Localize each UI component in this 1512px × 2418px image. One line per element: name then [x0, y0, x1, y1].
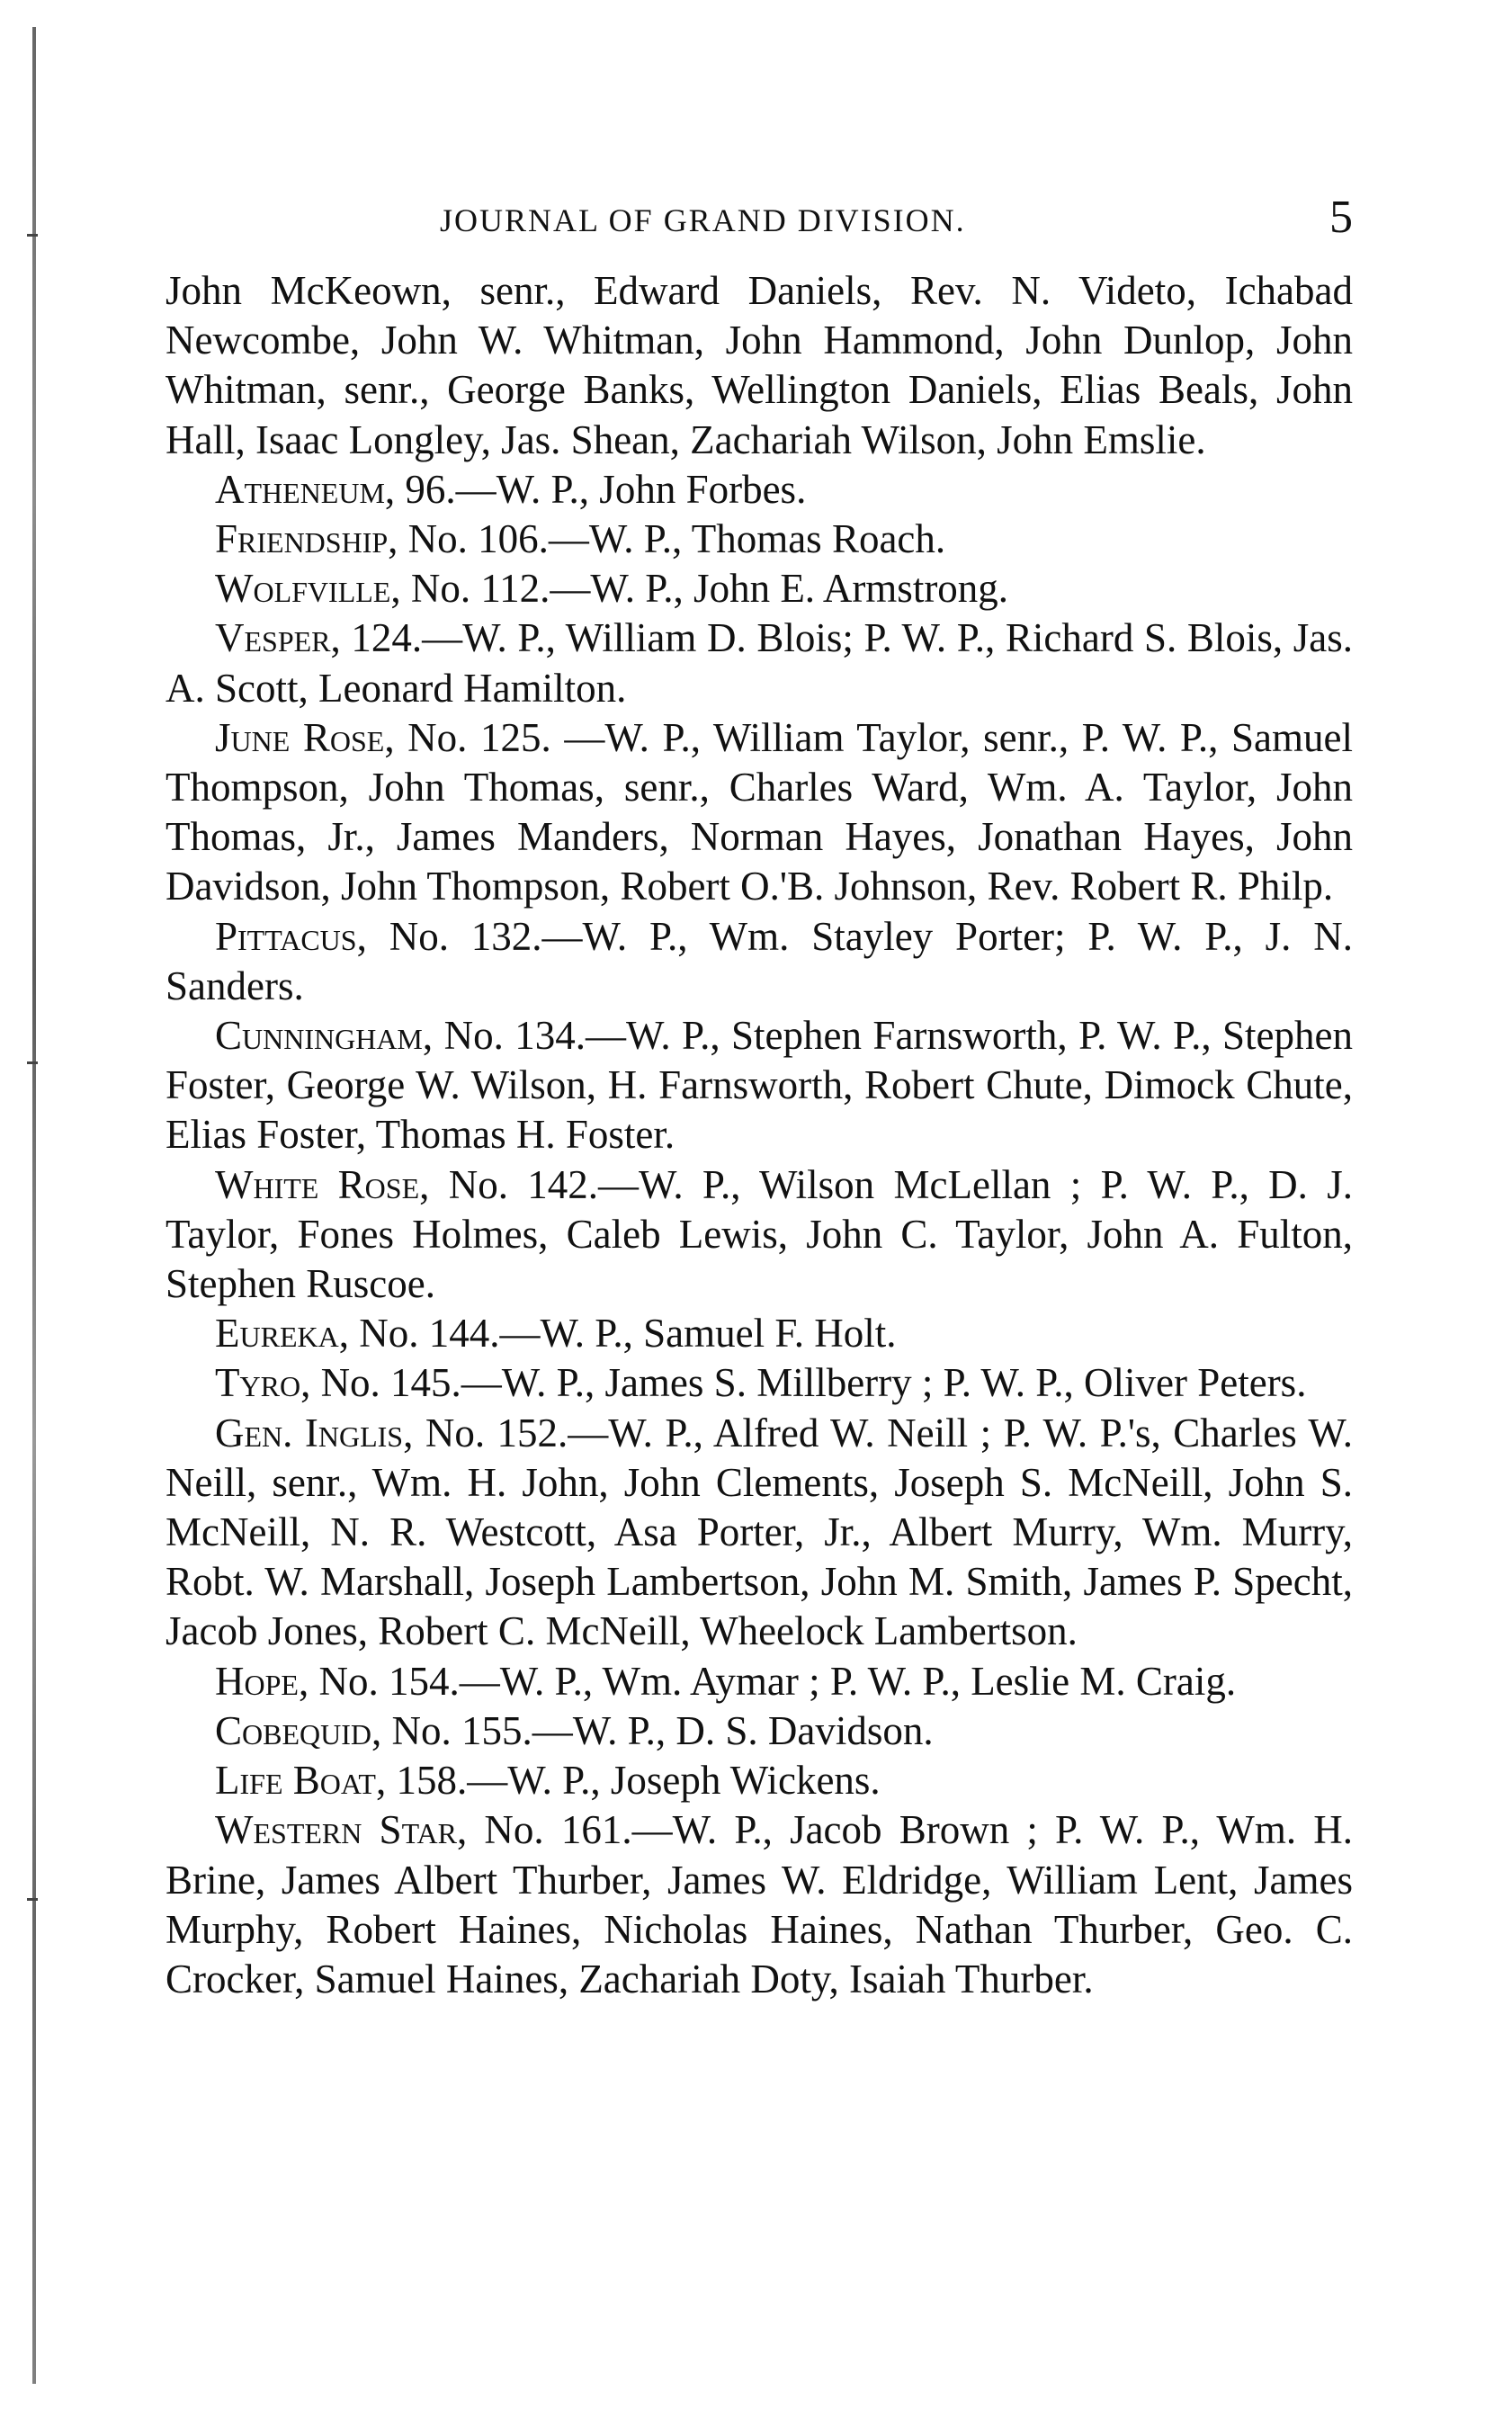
division-name: Atheneum: [215, 466, 385, 512]
list-item: [166, 1309, 1353, 1358]
entry-text: , No. 112.—W. P., John E. Armstrong.: [390, 566, 1009, 612]
division-name: Wolfville: [215, 566, 391, 612]
document-page: [166, 189, 1353, 2004]
binding-mark: [27, 1898, 38, 1901]
list-item: [166, 1409, 1353, 1657]
page-title: JOURNAL OF GRAND DIVISION.: [440, 202, 966, 238]
entry-text: , No. 145.—W. P., James S. Millberry ; P. W. P., Oliver Peters.: [300, 1360, 1307, 1406]
running-header: [166, 189, 1353, 266]
list-item: [166, 1358, 1353, 1408]
list-item: [166, 912, 1353, 1011]
division-name: Gen. Inglis: [215, 1410, 404, 1455]
list-item: [166, 515, 1353, 564]
entry-text: , 124.—W. P., William D. Blois; P. W. P., Richard S. Blois, Jas. A. Scott, Leonard Hamilton.: [166, 615, 1353, 711]
binding-shadow: [32, 27, 36, 2384]
list-item: [166, 465, 1353, 515]
division-name: Western Star: [215, 1807, 457, 1853]
division-name: Cunningham: [215, 1013, 423, 1059]
list-item: [166, 1756, 1353, 1805]
binding-mark: [27, 234, 38, 237]
entry-text: , No. 155.—W. P., D. S. Davidson.: [371, 1707, 934, 1753]
entry-text: , No. 125. —W. P., William Taylor, senr., P. W. P., Samuel Thompson, John Thomas, senr., Charles Ward, Wm. A. Taylor, John Thomas, Jr., James Manders, Norman Hayes, Jonathan Hayes, John Davidson, John Thompson, Robert O.'B. Johnson, Rev. Robert R. Philp.: [166, 714, 1353, 909]
list-item: [166, 1011, 1353, 1160]
list-item: [166, 713, 1353, 912]
division-name: Life Boat: [215, 1758, 376, 1804]
binding-mark: [27, 1061, 38, 1064]
entry-text: , No. 132.—W. P., Wm. Stayley Porter; P. W. P., J. N. Sanders.: [166, 913, 1353, 1008]
division-name: Pittacus: [215, 913, 357, 959]
list-item: [166, 1657, 1353, 1706]
entry-text: , No. 154.—W. P., Wm. Aymar ; P. W. P., Leslie M. Craig.: [298, 1658, 1237, 1704]
entry-text: , 96.—W. P., John Forbes.: [384, 466, 807, 512]
entry-text: , No. 106.—W. P., Thomas Roach.: [388, 516, 946, 562]
list-item: [166, 613, 1353, 712]
list-item: [166, 1706, 1353, 1756]
list-item: [166, 564, 1353, 613]
division-name: Hope: [215, 1658, 299, 1704]
list-item: [166, 1160, 1353, 1310]
entry-text: , 158.—W. P., Joseph Wickens.: [375, 1758, 881, 1804]
list-item: [166, 1805, 1353, 2004]
division-name: Eureka: [215, 1311, 339, 1357]
entry-text: , No. 134.—W. P., Stephen Farnsworth, P. W. P., Stephen Foster, George W. Wilson, H. Farnsworth, Robert Chute, Dimock Chute, Elias Foster, Thomas H. Foster.: [166, 1013, 1353, 1158]
entry-text: , No. 142.—W. P., Wilson McLellan ; P. W. P., D. J. Taylor, Fones Holmes, Caleb Lewis, John C. Taylor, John A. Fulton, Stephen Ruscoe.: [166, 1161, 1353, 1307]
division-name: Cobequid: [215, 1707, 371, 1753]
page-number: 5: [1329, 192, 1353, 243]
division-name: June Rose: [215, 714, 385, 760]
page-binding-edge: [0, 0, 47, 2418]
division-name: Vesper: [215, 615, 331, 661]
entry-text: John McKeown, senr., Edward Daniels, Rev. N. Videto, Ichabad Newcombe, John W. Whitman, John Hammond, John Dunlop, John Whitman, senr., George Banks, Wellington Daniels, Elias Beals, John Hall, Isaac Longley, Jas. Shean, Zachariah Wilson, John Emslie.: [166, 268, 1353, 462]
division-name: Tyro: [215, 1360, 301, 1406]
list-item: [166, 266, 1353, 465]
entry-text: , No. 152.—W. P., Alfred W. Neill ; P. W. P.'s, Charles W. Neill, senr., Wm. H. John, John Clements, Joseph S. McNeill, John S. McNeill, N. R. Westcott, Asa Porter, Jr., Albert Murry, Wm. Murry, Robt. W. Marshall, Joseph Lambertson, John M. Smith, James P. Specht, Jacob Jones, Robert C. McNeill, Wheelock Lambertson.: [166, 1410, 1353, 1654]
entry-text: , No. 144.—W. P., Samuel F. Holt.: [338, 1311, 897, 1357]
division-name: White Rose: [215, 1161, 420, 1207]
division-list: [166, 266, 1353, 2004]
entry-text: , No. 161.—W. P., Jacob Brown ; P. W. P., Wm. H. Brine, James Albert Thurber, James W. Eldridge, William Lent, James Murphy, Robert Haines, Nicholas Haines, Nathan Thurber, Geo. C. Crocker, Samuel Haines, Zachariah Doty, Isaiah Thurber.: [166, 1807, 1353, 2002]
division-name: Friendship: [215, 516, 389, 562]
